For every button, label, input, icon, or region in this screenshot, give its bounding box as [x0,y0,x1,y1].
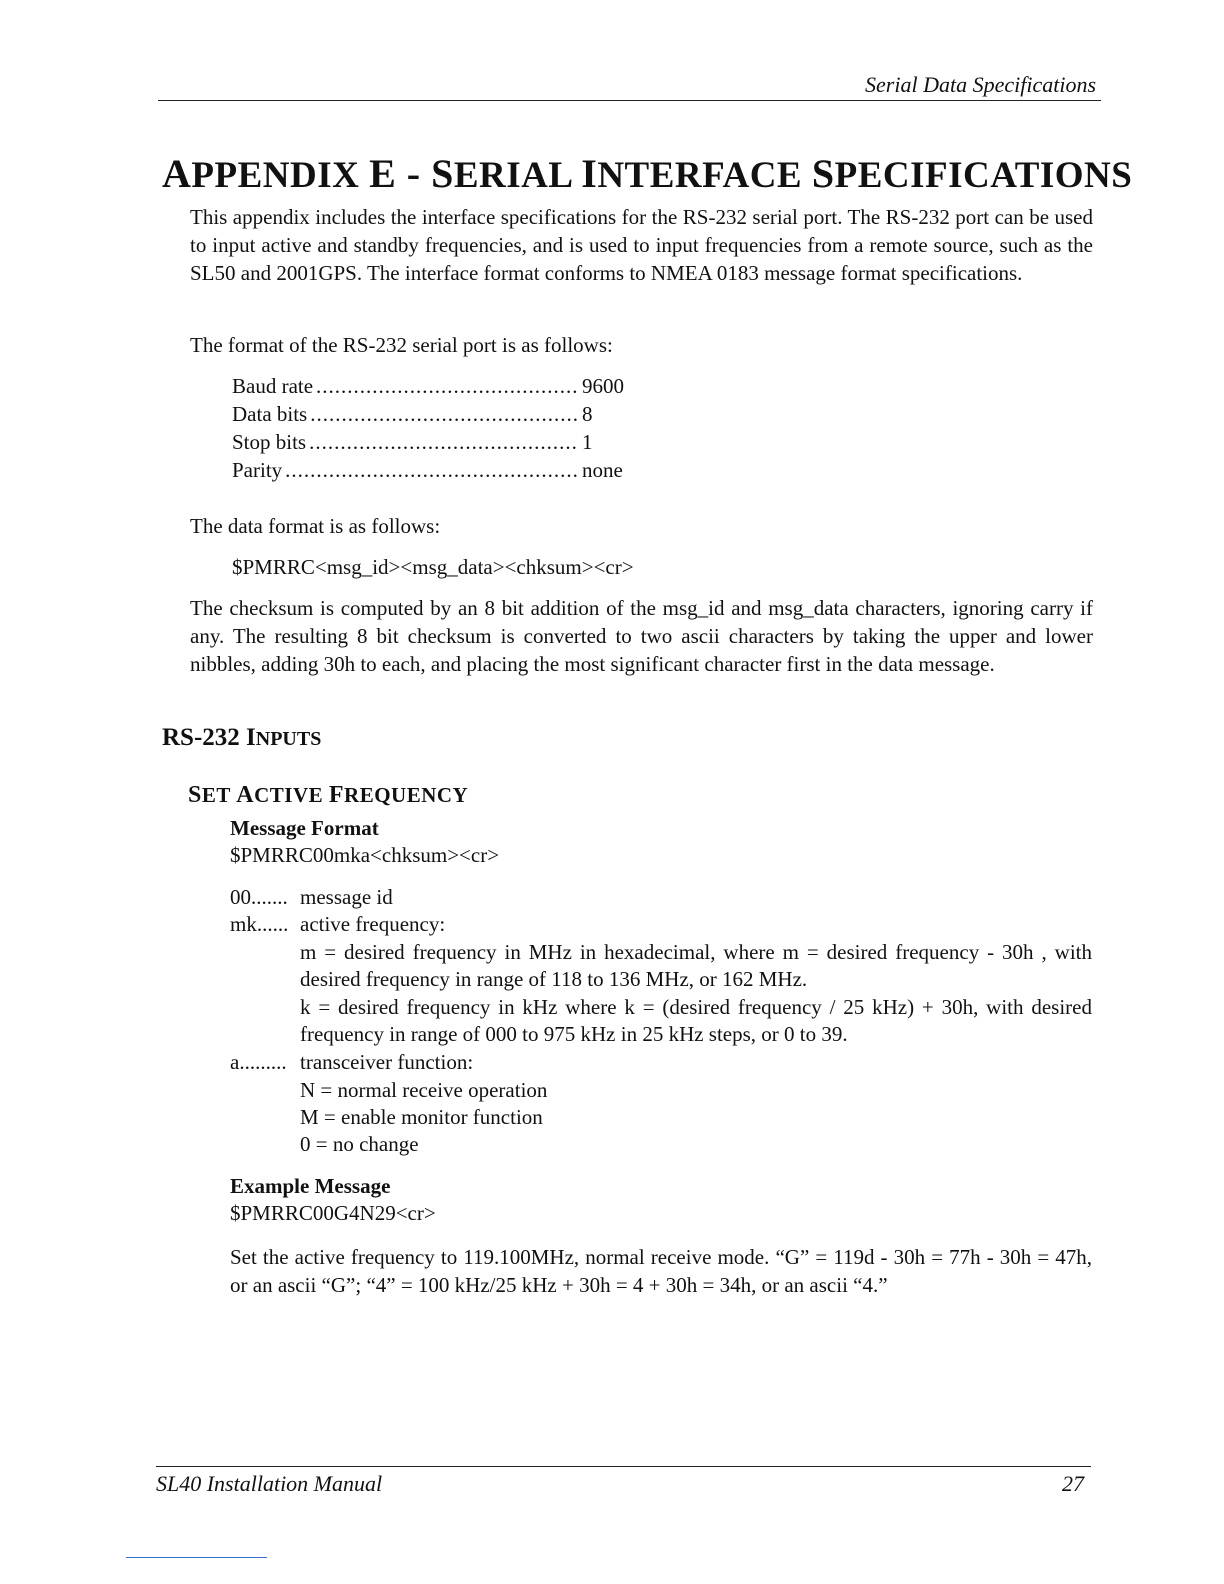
mk-desc-k: k = desired frequency in kHz where k = (desired frequency / 25 kHz) + 30h, with desired frequency in range of 000 to 975 kHz in 25 kHz steps, or 0 to 39. [300,995,1092,1046]
spec-row-data-bits [232,402,642,427]
data-format-string: $PMRRC<msg_id><msg_data><chksum><cr> [232,555,634,579]
spec-value: none [582,458,623,482]
spec-value: 9600 [582,374,624,398]
spec-label: Baud rate [232,374,314,398]
spec-label: Parity [232,458,283,482]
spec-label: Stop bits [232,430,307,454]
field-msg-id: 00....... message id [230,885,393,909]
field-transceiver-function: a......... transceiver function: [230,1050,474,1074]
blue-underline-artifact [126,1557,267,1558]
message-format-label: Message Format [230,816,379,840]
intro-paragraph: This appendix includes the interface specifications for the RS-232 serial port. The RS-232 port can be used to input active and standby frequencies, and is used to input frequencies from a remote source, such as the SL50 and 2001GPS. The interface format conforms to NMEA 0183 message format specifications. [190,205,1093,285]
message-format-string: $PMRRC00mka<chksum><cr> [230,843,500,867]
spec-label: Data bits [232,402,308,426]
mk-desc-m: m = desired frequency in MHz in hexadecimal, where m = desired frequency - 30h , with desired frequency in range of 118 to 136 MHz, or 162 MHz. [300,940,1092,991]
a-desc-normal: N = normal receive operation [300,1078,548,1102]
footer-page-number: 27 [1062,1471,1084,1496]
a-desc-no-change: 0 = no change [300,1132,419,1156]
example-explanation: Set the active frequency to 119.100MHz, normal receive mode. “G” = 119d - 30h = 77h - 30h = 47h, or an ascii “G”; “4” = 100 kHz/25 kHz + 30h = 4 + 30h = 34h, or an ascii “4.” [230,1245,1092,1297]
footer-rule [156,1466,1091,1467]
rs232-inputs-heading: RS-232 INPUTS [162,724,322,751]
spec-row-baud [232,374,642,399]
example-message-label: Example Message [230,1174,391,1198]
format-intro: The format of the RS-232 serial port is as follows: [190,333,613,357]
data-format-intro: The data format is as follows: [190,514,441,538]
running-header: Serial Data Specifications [865,72,1096,97]
spec-row-stop-bits [232,430,642,455]
header-rule [158,100,1101,101]
example-message-string: $PMRRC00G4N29<cr> [230,1201,436,1225]
footer-manual-title: SL40 Installation Manual [156,1471,383,1496]
field-active-frequency: mk...... active frequency: [230,912,446,936]
appendix-title: APPENDIX E - SERIAL INTERFACE SPECIFICATIONS [162,151,1133,196]
spec-value: 1 [582,430,593,454]
checksum-paragraph: The checksum is computed by an 8 bit addition of the msg_id and msg_data characters, ignoring carry if any. The resulting 8 bit checksum is converted to two ascii characters by taking the upper and lower nibbles, adding 30h to each, and placing the most significant character first in the data message. [190,596,1093,676]
spec-value: 8 [582,402,593,426]
spec-row-parity [232,458,642,483]
a-desc-monitor: M = enable monitor function [300,1105,543,1129]
set-active-frequency-heading: SET ACTIVE FREQUENCY [188,782,469,808]
